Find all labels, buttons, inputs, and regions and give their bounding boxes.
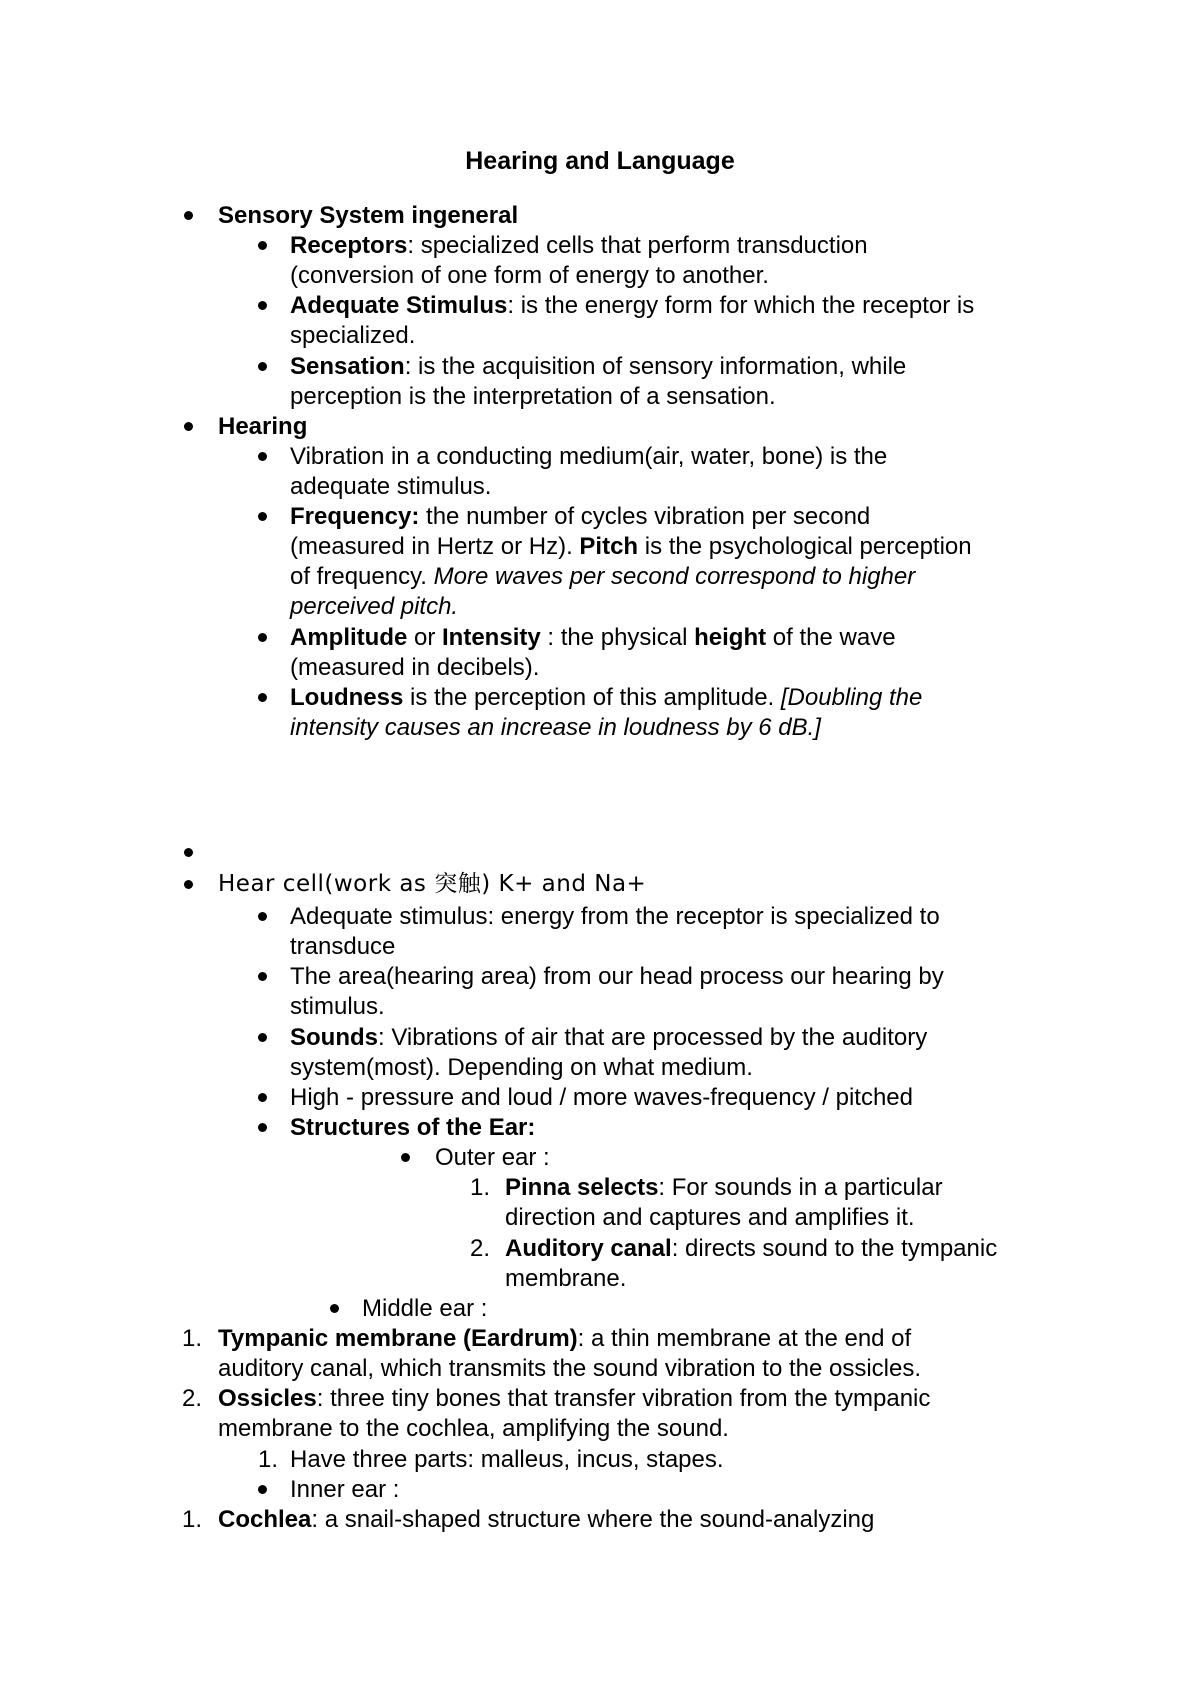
loudness-line-2: intensity causes an increase in loudness by 6 dB.] [290,714,821,741]
list-number: 2. [182,1385,203,1412]
list-number: 2. [470,1235,491,1262]
frequency-line-2: (measured in Hertz or Hz). Pitch is the psychological perception [290,533,972,560]
bullet-level1 [184,880,193,889]
section-heading-hair-cell: Hear cell(work as 突触) K+ and Na+ [218,871,647,897]
bullet-level1 [184,211,193,220]
receptors-line-2: (conversion of one form of energy to another. [290,262,769,289]
sounds-line-1: Sounds: Vibrations of air that are processed by the auditory [290,1024,928,1051]
adequate-line-1: Adequate Stimulus: is the energy form for which the receptor is [290,292,975,319]
list-number: 1. [182,1506,203,1533]
list-number: 1. [258,1446,279,1473]
outer-ear-label: Outer ear : [435,1144,550,1171]
bullet-level2 [258,912,267,921]
structures-heading: Structures of the Ear: [290,1114,536,1141]
middle-ear-label: Middle ear : [362,1295,488,1322]
amplitude-line-2: (measured in decibels). [290,654,540,681]
bullet-level2 [258,241,267,250]
inner-ear-label: Inner ear : [290,1476,400,1503]
cochlea-line-1: Cochlea: a snail-shaped structure where the sound-analyzing [218,1506,875,1533]
sensation-line-2: perception is the interpretation of a sensation. [290,383,776,410]
bullet-level2 [258,452,267,461]
bullet-level2 [258,301,267,310]
receptors-line-1: Receptors: specialized cells that perform transduction [290,232,868,259]
page-title: Hearing and Language [465,147,735,175]
pinna-line-2: direction and captures and amplifies it. [505,1204,915,1231]
sensation-line-1: Sensation: is the acquisition of sensory information, while [290,353,907,380]
bullet-level1 [184,422,193,431]
frequency-line-4: perceived pitch. [290,593,459,620]
bullet-level3 [258,1485,267,1494]
bullet-level3 [401,1153,410,1162]
bullet-level2 [258,512,267,521]
bullet-level2 [258,1093,267,1102]
canal-line-1: Auditory canal: directs sound to the tympanic [505,1235,998,1262]
bullet-level2 [258,633,267,642]
high-pressure-line: High - pressure and loud / more waves-frequency / pitched [290,1084,913,1111]
bullet-level2 [258,1123,267,1132]
hearing-area-line-2: stimulus. [290,993,385,1020]
bullet-empty [184,848,193,857]
list-number: 1. [182,1325,203,1352]
bullet-level2 [258,362,267,371]
bullet-level2 [258,693,267,702]
section-heading-hearing: Hearing [218,413,308,440]
section-heading-sensory: Sensory System ingeneral [218,202,519,229]
vibration-line-2: adequate stimulus. [290,473,492,500]
bullet-level2 [258,1033,267,1042]
list-number: 1. [470,1174,491,1201]
loudness-line-1: Loudness is the perception of this amplitude. [Doubling the [290,684,923,711]
bullet-level3 [330,1304,339,1313]
tympanic-line-1: Tympanic membrane (Eardrum): a thin membrane at the end of [218,1325,912,1352]
amplitude-line-1: Amplitude or Intensity : the physical height of the wave [290,624,896,651]
hearing-area-line-1: The area(hearing area) from our head process our hearing by [290,963,944,990]
frequency-line-1: Frequency: the number of cycles vibration per second [290,503,871,530]
canal-line-2: membrane. [505,1265,627,1292]
vibration-line-1: Vibration in a conducting medium(air, water, bone) is the [290,443,888,470]
ossicles-parts-line: Have three parts: malleus, incus, stapes. [290,1446,724,1473]
ossicles-line-2: membrane to the cochlea, amplifying the sound. [218,1415,729,1442]
adequate-line-2: specialized. [290,322,416,349]
adequate-stimulus-line-1: Adequate stimulus: energy from the receptor is specialized to [290,903,940,930]
sounds-line-2: system(most). Depending on what medium. [290,1054,753,1081]
adequate-stimulus-line-2: transduce [290,933,396,960]
ossicles-line-1: Ossicles: three tiny bones that transfer vibration from the tympanic [218,1385,931,1412]
pinna-line-1: Pinna selects: For sounds in a particular [505,1174,943,1201]
tympanic-line-2: auditory canal, which transmits the sound vibration to the ossicles. [218,1355,922,1382]
bullet-level2 [258,972,267,981]
frequency-line-3: of frequency. More waves per second correspond to higher [290,563,916,590]
